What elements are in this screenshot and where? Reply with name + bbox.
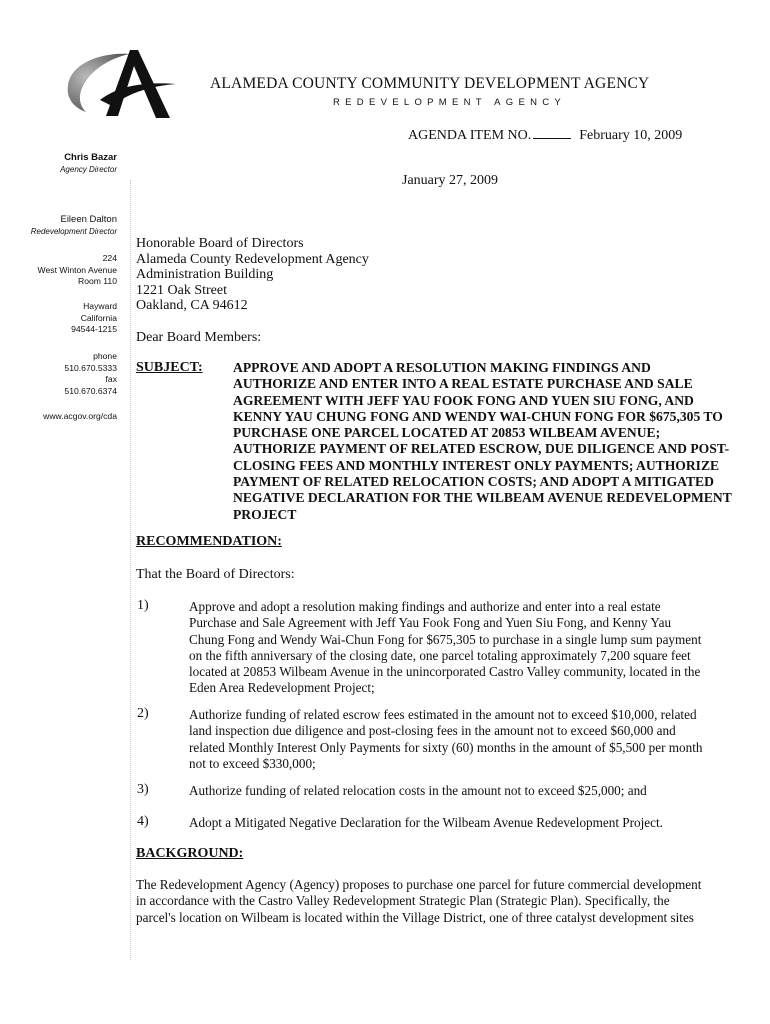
sidebar-city	[71, 301, 117, 336]
recipient-line: 1221 Oak Street	[136, 282, 227, 298]
address-zip: 94544-1215	[71, 324, 117, 334]
recommendation-item: Adopt a Mitigated Negative Declaration for the Wilbeam Avenue Redevelopment Project.	[189, 815, 663, 830]
recipient-line: Oakland, CA 94612	[136, 298, 248, 314]
fax-label: fax	[105, 374, 117, 384]
sidebar-director	[60, 152, 117, 175]
agency-swoosh-logo	[60, 44, 178, 124]
subject-text: APPROVE AND ADOPT A RESOLUTION MAKING FINDINGS AND AUTHORIZE AND ENTER INTO A REAL ESTATE PURCHASE AND SALE AGREEMENT WITH JEFF YAU FOOK FONG AND YUEN SIU FONG, AND KENNY YAU CHUNG FONG AND WENDY WAI-CHUN FONG FOR $675,305 TO PURCHASE ONE PARCEL LOCATED AT 20853 WILBEAM AVENUE; AUTHORIZE PAYMENT OF RELATED ESCROW, DUE DILIGENCE AND POST-CLOSING FEES AND MONTHLY INTEREST ONLY PAYMENTS; AUTHORIZE PAYMENT OF RELATED RELOCATION COSTS; AND ADOPT A MITIGATED NEGATIVE DECLARATION FOR THE WILBEAM AVENUE REDEVELOPMENT PROJECT	[233, 360, 732, 522]
recipient-line: Alameda County Redevelopment Agency	[136, 251, 369, 267]
item-number: 3)	[137, 782, 149, 797]
recommendation-heading: RECOMMENDATION:	[136, 534, 282, 549]
address-state: California	[80, 312, 117, 323]
fax-number: 510.670.6374	[64, 385, 117, 396]
recommendation-item: Approve and adopt a resolution making findings and authorize and enter into a real estate Purchase and Sale Agreement with Jeff Yau Fook Fong and Yuen Siu Fong, and Kenny Yau Chung Fong and Wendy Wai-Chun Fong for $675,305 to purchase in a single lump sum payment on the fifth anniversary of the closing date, one parcel totaling approximately 7,200 square feet located at 20853 Wilbeam Avenue in the unincorporated Castro Valley community, located in the Eden Area Redevelopment Project;	[189, 599, 702, 696]
agenda-item-label: AGENDA ITEM NO.	[408, 128, 532, 143]
organization-title: ALAMEDA COUNTY COMMUNITY DEVELOPMENT AGENCY	[210, 75, 650, 92]
recipient-address	[136, 236, 369, 314]
phone-number: 510.670.5333	[64, 362, 117, 373]
organization-subtitle: REDEVELOPMENT AGENCY	[333, 97, 567, 108]
margin-divider	[130, 180, 131, 960]
director-name: Chris Bazar	[64, 152, 117, 163]
letter-date: January 27, 2009	[402, 173, 499, 188]
agenda-item-line	[408, 126, 682, 144]
address-street: West Winton Avenue	[37, 264, 117, 275]
sidebar-address	[38, 253, 117, 288]
agenda-item-blank	[533, 126, 571, 139]
address-city: Hayward	[83, 301, 117, 311]
recommendation-item: Authorize funding of related escrow fees estimated in the amount not to exceed $10,000, related land inspection due diligence and post-closing fees in the amount not to exceed $60,000 and related Monthly Interest Only Payments for sixty (60) months in the amount of $5,500 per month not to exceed $330,000;	[189, 707, 703, 771]
address-number: 224	[102, 253, 117, 263]
subject-label: SUBJECT:	[136, 360, 203, 375]
item-number: 4)	[137, 814, 149, 829]
background-paragraph: The Redevelopment Agency (Agency) proposes to purchase one parcel for future commercial development in accordance with the Castro Valley Redevelopment Strategic Plan (Strategic Plan). Specifically, the parcel's location on Wilbeam is located within the Village District, one of three catalyst development sites	[136, 877, 702, 925]
phone-label: phone	[93, 351, 117, 361]
recipient-line: Administration Building	[136, 267, 274, 283]
item-number: 1)	[137, 598, 149, 613]
director-title: Agency Director	[60, 164, 117, 174]
recipient-line: Honorable Board of Directors	[136, 236, 304, 251]
item-number: 2)	[137, 706, 149, 721]
recommendation-intro: That the Board of Directors:	[136, 567, 295, 582]
agenda-date: February 10, 2009	[579, 128, 683, 143]
address-room: Room 110	[77, 276, 117, 286]
salutation: Dear Board Members:	[136, 330, 262, 345]
background-heading: BACKGROUND:	[136, 846, 244, 861]
recommendation-item: Authorize funding of related relocation costs in the amount not to exceed $25,000; and	[189, 783, 647, 798]
sidebar-contact	[64, 351, 117, 397]
website-link[interactable]: www.acgov.org/cda	[43, 411, 117, 421]
sidebar-redevelopment	[31, 214, 117, 237]
redev-director-name: Eileen Dalton	[60, 214, 117, 225]
redev-director-title: Redevelopment Director	[30, 226, 117, 236]
